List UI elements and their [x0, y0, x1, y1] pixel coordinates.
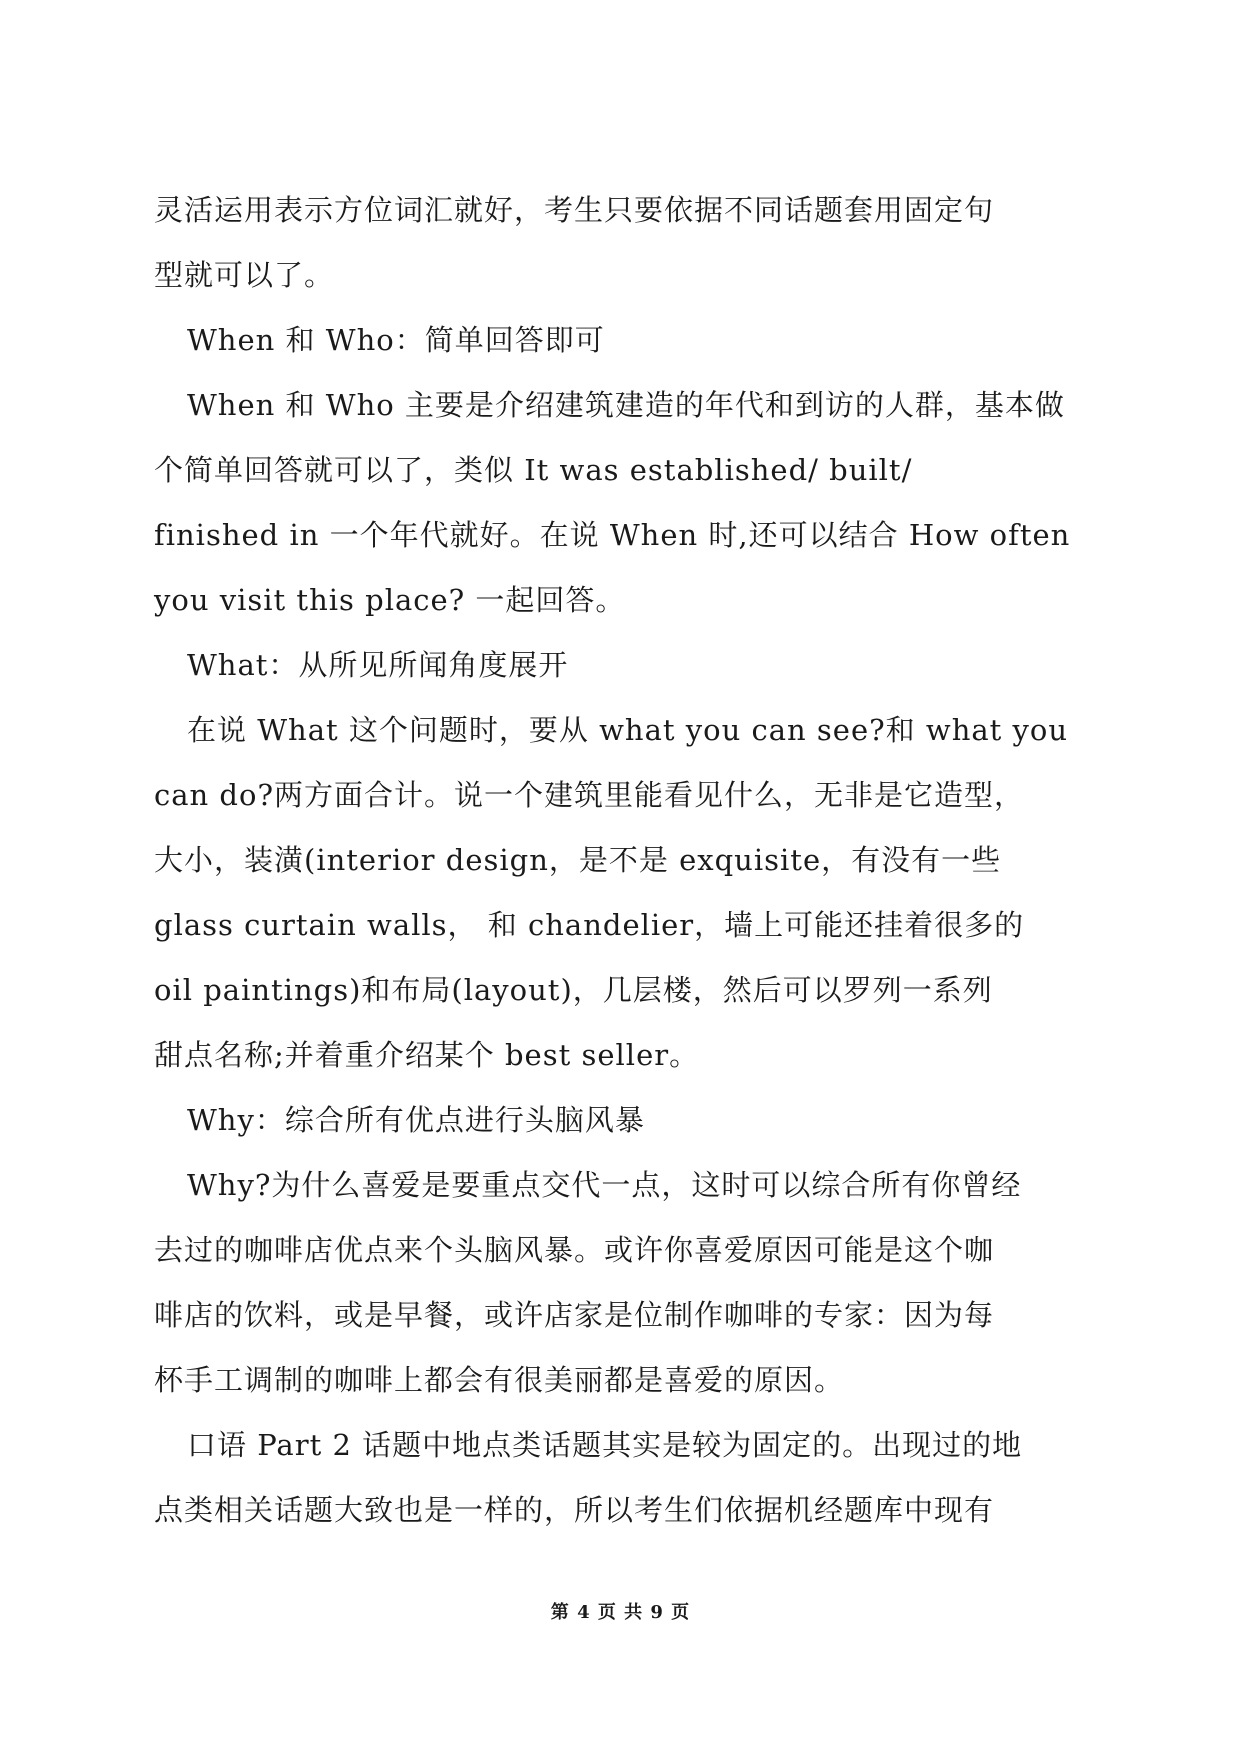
text-line: 型就可以了。: [154, 258, 335, 292]
text-line: 去过的咖啡店优点来个头脑风暴。或许你喜爱原因可能是这个咖: [154, 1233, 995, 1267]
text-line: 大小，装潢(interior design，是不是 exquisite，有没有一些: [154, 843, 1002, 877]
section-heading-why: Why：综合所有优点进行头脑风暴: [187, 1103, 645, 1137]
text-line: 灵活运用表示方位词汇就好，考生只要依据不同话题套用固定句: [154, 193, 995, 227]
text-line: 在说 What 这个问题时，要从 what you can see?和 what you: [187, 713, 1069, 747]
text-line: finished in 一个年代就好。在说 When 时,还可以结合 How often: [154, 518, 1071, 552]
text-line: 啡店的饮料，或是早餐，或许店家是位制作咖啡的专家：因为每: [154, 1298, 995, 1332]
text-line: 口语 Part 2 话题中地点类话题其实是较为固定的。出现过的地: [187, 1428, 1023, 1462]
section-heading-when-who: When 和 Who：简单回答即可: [187, 323, 605, 357]
page-number-footer: 第 4 页 共 9 页: [550, 1602, 691, 1623]
text-line: you visit this place? 一起回答。: [154, 583, 626, 617]
text-line: glass curtain walls， 和 chandelier，墙上可能还挂着很多的: [154, 908, 1025, 942]
text-line: 杯手工调制的咖啡上都会有很美丽都是喜爱的原因。: [154, 1363, 845, 1397]
text-line: 点类相关话题大致也是一样的，所以考生们依据机经题库中现有: [154, 1493, 995, 1527]
text-line: can do?两方面合计。说一个建筑里能看见什么，无非是它造型，: [154, 778, 1024, 812]
document-body: [154, 178, 1094, 1543]
text-line: 甜点名称;并着重介绍某个 best seller。: [154, 1038, 700, 1072]
section-heading-what: What：从所见所闻角度展开: [187, 648, 569, 682]
text-line: When 和 Who 主要是介绍建筑建造的年代和到访的人群，基本做: [187, 388, 1065, 422]
text-line: oil paintings)和布局(layout)，几层楼，然后可以罗列一系列: [154, 973, 993, 1007]
text-line: 个简单回答就可以了，类似 It was established/ built/: [154, 453, 913, 487]
text-line: Why?为什么喜爱是要重点交代一点，这时可以综合所有你曾经: [187, 1168, 1022, 1202]
